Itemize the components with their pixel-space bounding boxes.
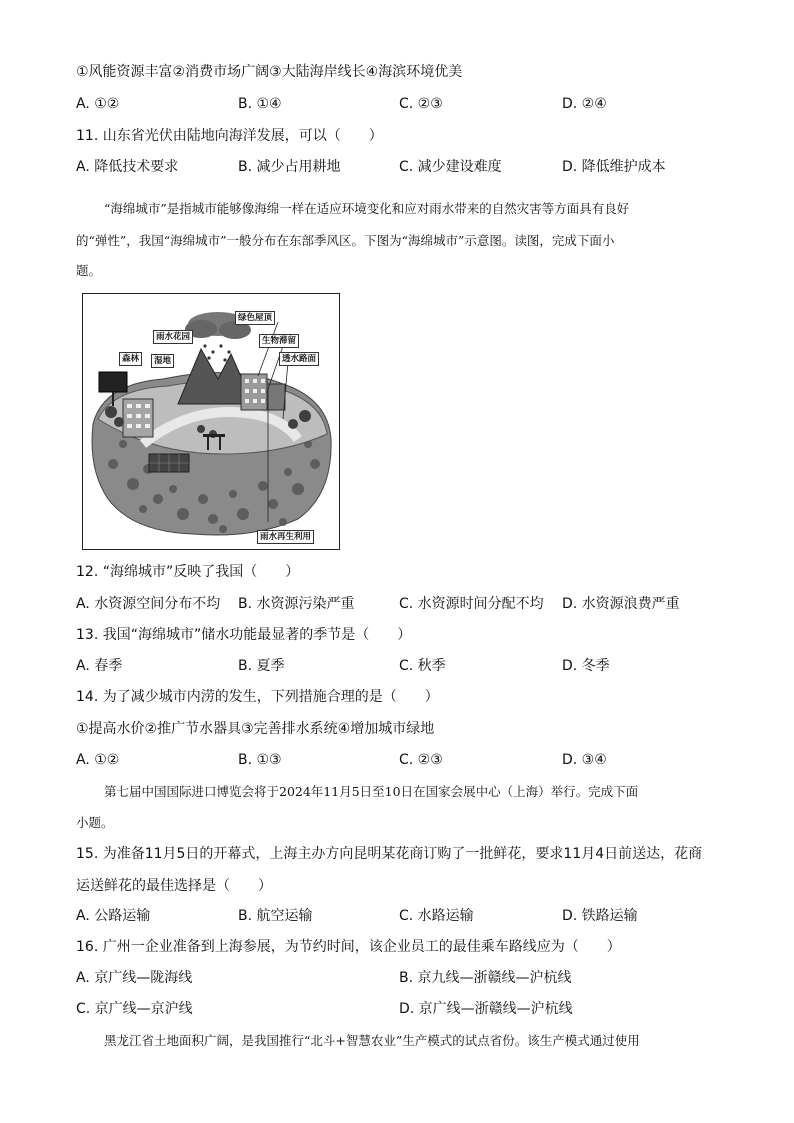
q15-option-a: A. 公路运输	[76, 908, 151, 924]
label-forest: 森林	[119, 352, 142, 366]
q15-option-d: D. 铁路运输	[562, 908, 638, 924]
q16-option-a: A. 京广线—陇海线	[76, 970, 193, 986]
q16-option-b: B. 京九线—浙赣线—沪杭线	[399, 970, 572, 986]
label-rain-garden: 雨水花园	[153, 330, 193, 344]
q14-choices: ①提高水价②推广节水器具③完善排水系统④增加城市绿地	[76, 721, 435, 737]
q16-option-d: D. 京广线—浙赣线—沪杭线	[399, 1001, 573, 1017]
q10-choices: ①风能资源丰富②消费市场广阔③大陆海岸线长④海滨环境优美	[76, 64, 463, 80]
passage-heilongjiang-line1: 黑龙江省土地面积广阔，是我国推行“北斗+智慧农业”生产模式的试点省份。该生产模式通过使用	[104, 1033, 640, 1048]
passage-sponge-city-line3: 题。	[76, 263, 102, 278]
passage-expo-line2: 小题。	[76, 815, 114, 830]
q14-option-d: D. ③④	[562, 752, 607, 768]
label-green-roof: 绿色屋顶	[235, 311, 275, 325]
passage-sponge-city-line1: “海绵城市”是指城市能够像海绵一样在适应环境变化和应对雨水带来的自然灾害等方面具有良好	[104, 201, 630, 216]
q12-option-a: A. 水资源空间分布不均	[76, 596, 221, 612]
q10-option-a: A. ①②	[76, 96, 120, 112]
q12-option-b: B. 水资源污染严重	[238, 596, 355, 612]
q14-option-c: C. ②③	[399, 752, 443, 768]
q14-option-b: B. ①③	[238, 752, 282, 768]
q15-stem-line1: 15. 为准备11月5日的开幕式，上海主办方向昆明某花商订购了一批鲜花，要求11月4日前送达，花商	[76, 846, 703, 862]
q10-option-d: D. ②④	[562, 96, 607, 112]
q13-stem: 13. 我国“海绵城市”储水功能最显著的季节是（ ）	[76, 627, 412, 643]
q11-option-b: B. 减少占用耕地	[238, 159, 341, 175]
q13-option-d: D. 冬季	[562, 658, 610, 674]
sponge-city-illustration	[83, 294, 339, 549]
q10-option-c: C. ②③	[399, 96, 443, 112]
q15-option-c: C. 水路运输	[399, 908, 474, 924]
q11-option-c: C. 减少建设难度	[399, 159, 502, 175]
q14-option-a: A. ①②	[76, 752, 120, 768]
q12-stem: 12. “海绵城市”反映了我国（ ）	[76, 564, 300, 580]
label-bio-retention: 生物滞留	[259, 334, 299, 348]
sponge-city-diagram	[82, 293, 340, 550]
passage-expo-line1: 第七届中国国际进口博览会将于2024年11月5日至10日在国家会展中心（上海）举行。完成下面	[104, 784, 639, 799]
q13-option-b: B. 夏季	[238, 658, 285, 674]
q12-option-d: D. 水资源浪费严重	[562, 596, 680, 612]
q16-option-c: C. 京广线—京沪线	[76, 1001, 193, 1017]
q10-option-b: B. ①④	[238, 96, 282, 112]
q11-option-d: D. 降低维护成本	[562, 159, 666, 175]
q14-stem: 14. 为了减少城市内涝的发生，下列措施合理的是（ ）	[76, 689, 439, 705]
label-permeable-road: 透水路面	[279, 352, 319, 366]
q16-stem: 16. 广州一企业准备到上海参展，为节约时间，该企业员工的最佳乘车路线应为（ ）	[76, 939, 621, 955]
q11-stem: 11. 山东省光伏由陆地向海洋发展，可以（ ）	[76, 128, 383, 144]
passage-sponge-city-line2: 的“弹性”，我国“海绵城市”一般分布在东部季风区。下图为“海绵城市”示意图。读图，完成下面小	[76, 233, 615, 248]
q15-option-b: B. 航空运输	[238, 908, 313, 924]
q15-stem-line2: 运送鲜花的最佳选择是（ ）	[76, 878, 272, 894]
q11-option-a: A. 降低技术要求	[76, 159, 179, 175]
q13-option-a: A. 春季	[76, 658, 123, 674]
q13-option-c: C. 秋季	[399, 658, 446, 674]
q12-option-c: C. 水资源时间分配不均	[399, 596, 544, 612]
label-wetland: 湿地	[151, 354, 174, 368]
label-rainwater-reuse: 雨水再生利用	[257, 530, 314, 544]
